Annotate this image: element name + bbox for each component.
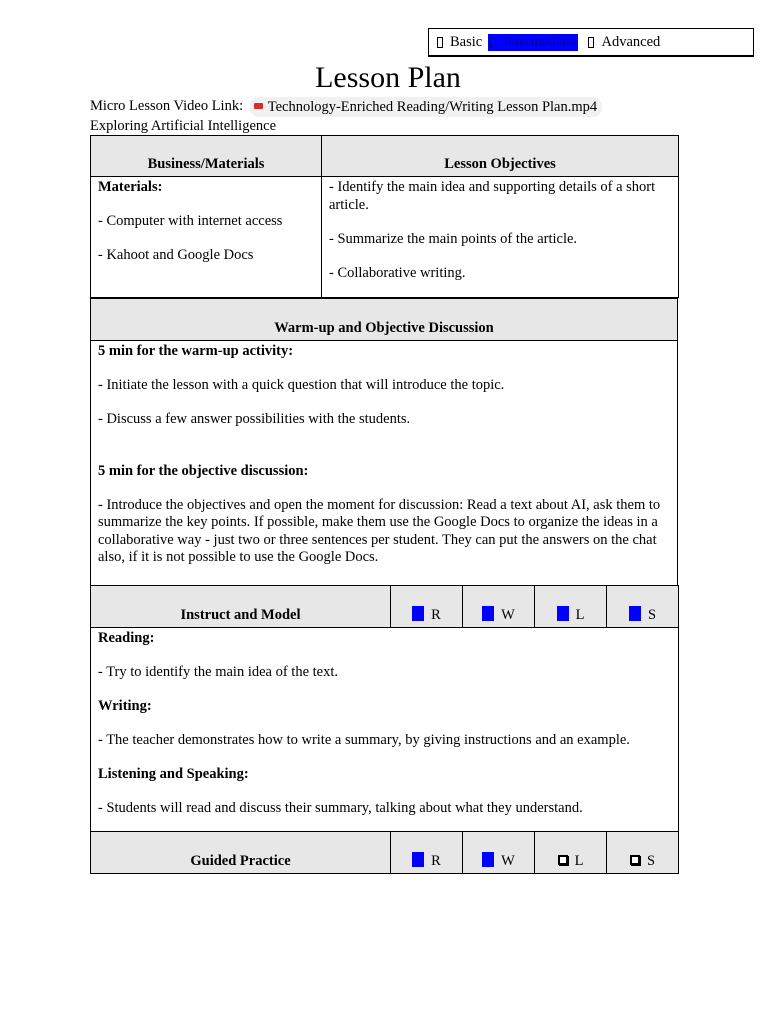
warmup-header: Warm-up and Objective Discussion bbox=[91, 299, 678, 341]
level-option-label: Advanced bbox=[601, 33, 661, 50]
skill-label: S bbox=[647, 607, 657, 623]
checkbox-unchecked-icon bbox=[630, 855, 640, 865]
objective-item: - Identify the main idea and supporting details of a short article. bbox=[329, 179, 656, 213]
page-title: Lesson Plan bbox=[315, 61, 461, 94]
warmup-part1-title: 5 min for the warm-up activity: bbox=[98, 343, 294, 359]
writing-title: Writing: bbox=[98, 698, 152, 714]
materials-objectives-table bbox=[90, 135, 679, 298]
checkbox-checked-icon bbox=[412, 852, 424, 867]
video-file-chip[interactable] bbox=[250, 97, 602, 117]
skill-reading[interactable] bbox=[391, 586, 463, 628]
skill-label: R bbox=[431, 853, 441, 869]
guided-practice-header: Guided Practice bbox=[91, 832, 391, 874]
objectives-cell bbox=[322, 177, 679, 298]
checkbox-checked-icon bbox=[482, 606, 494, 621]
skill-writing[interactable] bbox=[463, 832, 535, 874]
warmup-table bbox=[90, 298, 678, 586]
listening-speaking-text: - Students will read and discuss their summary, talking about what they understand. bbox=[98, 800, 583, 816]
skill-reading[interactable] bbox=[391, 832, 463, 874]
warmup-item: - Initiate the lesson with a quick question that will introduce the topic. bbox=[98, 377, 505, 393]
writing-text: - The teacher demonstrates how to write a summary, by giving instructions and an example. bbox=[98, 732, 630, 748]
materials-item: - Kahoot and Google Docs bbox=[98, 247, 254, 263]
skill-listening[interactable] bbox=[535, 586, 607, 628]
checkbox-checked-icon bbox=[629, 606, 641, 621]
level-option-advanced[interactable] bbox=[588, 34, 660, 51]
warmup-item: - Discuss a few answer possibilities with the students. bbox=[98, 411, 411, 427]
warmup-cell bbox=[91, 341, 678, 586]
checkbox-checked-icon bbox=[412, 606, 424, 621]
warmup-part2-title: 5 min for the objective discussion: bbox=[98, 462, 309, 479]
materials-item: - Computer with internet access bbox=[98, 213, 283, 229]
warmup-part2-text: - Introduce the objectives and open the moment for discussion: Read a text about AI, ask them to summarize the key points. If possible, make them use the Google Docs to organize the ideas in a collaborative way - just two or three sentences per student. They can put the answers on the chat also, if it is not possible to use the Google Docs. bbox=[98, 496, 661, 565]
video-file-icon bbox=[254, 103, 263, 109]
guided-practice-table bbox=[90, 831, 679, 874]
level-option-basic[interactable] bbox=[437, 34, 482, 51]
video-link-line bbox=[90, 96, 602, 117]
materials-title: Materials: bbox=[98, 179, 163, 195]
checkbox-checked-icon bbox=[482, 852, 494, 867]
skill-label: W bbox=[501, 853, 515, 869]
checkbox-checked-icon bbox=[557, 606, 569, 621]
reading-text: - Try to identify the main idea of the text. bbox=[98, 664, 339, 680]
materials-header: Business/Materials bbox=[91, 136, 322, 177]
checkbox-icon bbox=[490, 37, 496, 48]
lesson-topic: Exploring Artificial Intelligence bbox=[90, 118, 277, 134]
instruct-cell bbox=[91, 628, 679, 832]
objectives-header: Lesson Objectives bbox=[322, 136, 679, 177]
skill-writing[interactable] bbox=[463, 586, 535, 628]
level-option-label: Intermediate bbox=[503, 33, 577, 50]
video-link-label: Micro Lesson Video Link: bbox=[90, 98, 244, 114]
instruct-header: Instruct and Model bbox=[91, 586, 391, 628]
skill-label: R bbox=[431, 607, 441, 623]
objective-item: - Summarize the main points of the article. bbox=[329, 230, 578, 247]
skill-label: L bbox=[575, 607, 585, 623]
checkbox-icon bbox=[437, 37, 443, 48]
level-option-intermediate[interactable] bbox=[488, 34, 578, 51]
skill-listening[interactable] bbox=[535, 832, 607, 874]
skill-label: S bbox=[646, 853, 656, 869]
checkbox-icon bbox=[588, 37, 594, 48]
materials-cell bbox=[91, 177, 322, 298]
skill-label: W bbox=[501, 607, 515, 623]
skill-speaking[interactable] bbox=[607, 586, 679, 628]
video-file-name: Technology-Enriched Reading/Writing Lesson Plan.mp4 bbox=[267, 99, 598, 115]
level-option-label: Basic bbox=[450, 33, 483, 50]
objective-item: - Collaborative writing. bbox=[329, 264, 466, 281]
checkbox-unchecked-icon bbox=[558, 855, 568, 865]
reading-title: Reading: bbox=[98, 630, 155, 646]
listening-speaking-title: Listening and Speaking: bbox=[98, 766, 249, 782]
skill-label: L bbox=[574, 853, 584, 869]
level-selector bbox=[428, 28, 754, 57]
skill-speaking[interactable] bbox=[607, 832, 679, 874]
instruct-table bbox=[90, 585, 679, 832]
